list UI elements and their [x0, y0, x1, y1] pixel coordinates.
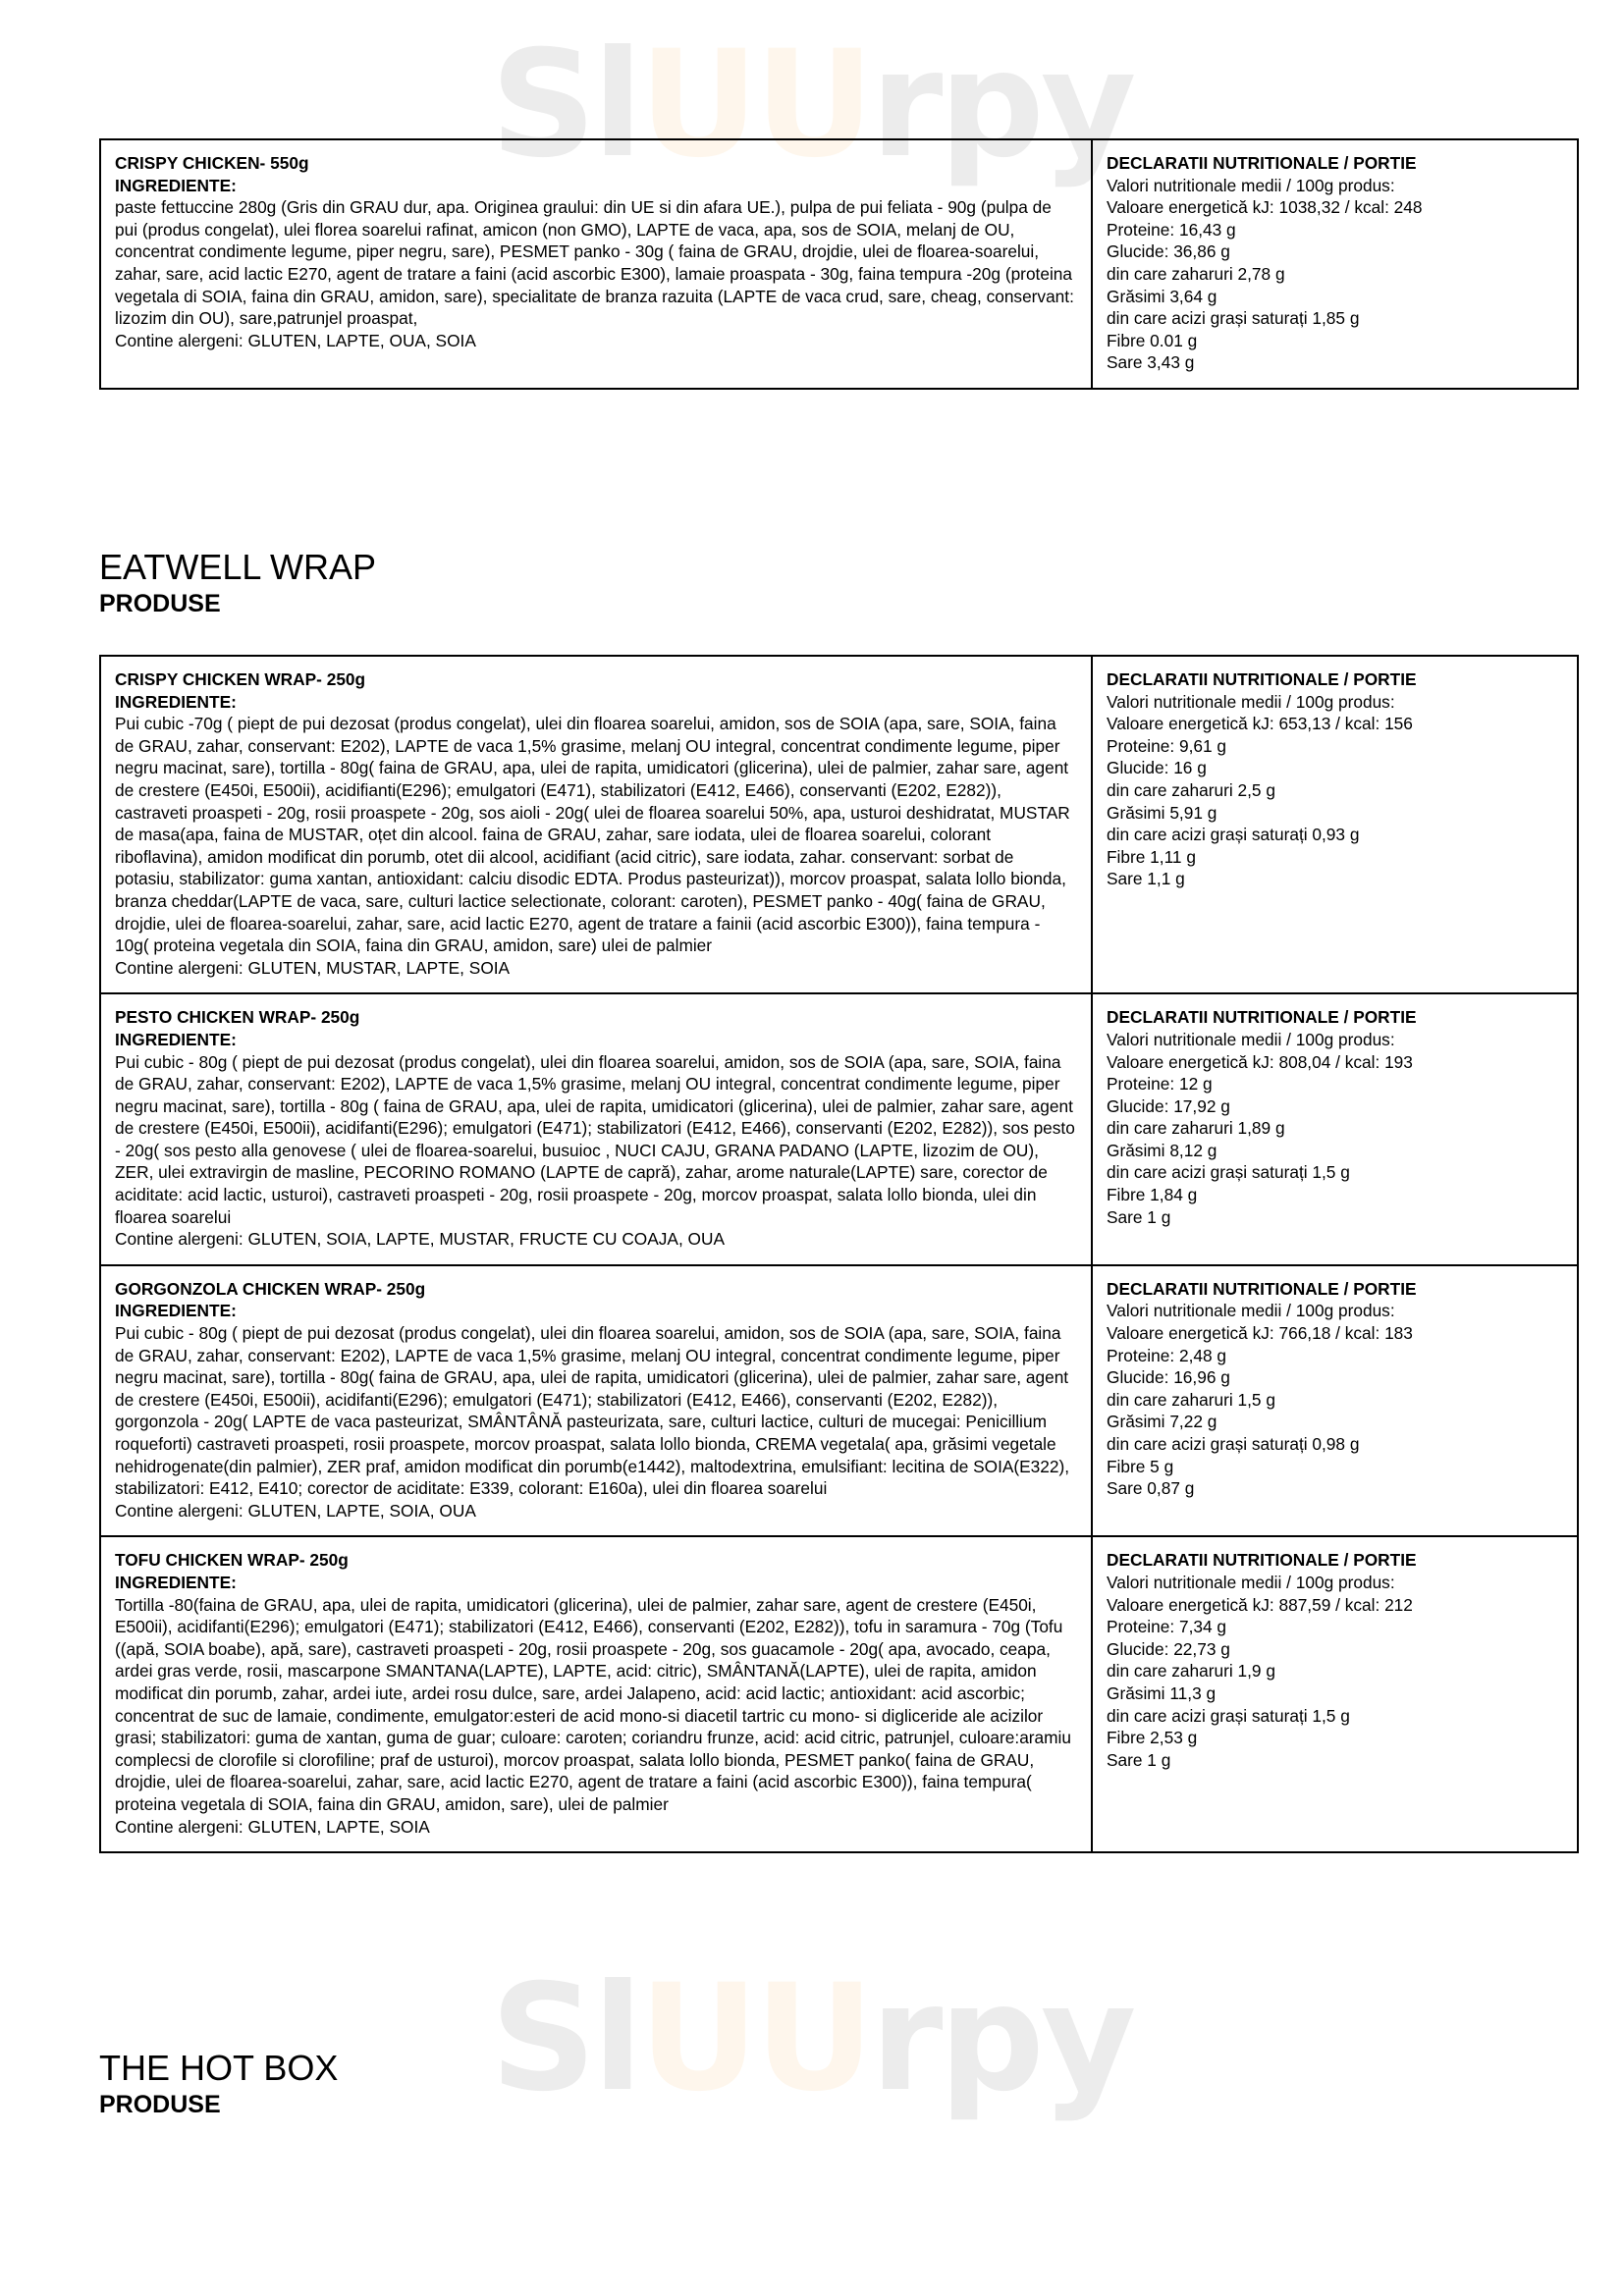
nutrition-line: Valoare energetică kJ: 808,04 / kcal: 193: [1107, 1051, 1413, 1072]
nutrition-line: Proteine: 12 g: [1107, 1074, 1213, 1095]
nutrition-line: Grăsimi 3,64 g: [1107, 286, 1217, 306]
nutrition-cell: [1092, 1536, 1578, 1852]
nutrition-line: Grăsimi 11,3 g: [1107, 1682, 1217, 1703]
nutrition-line: Valori nutritionale medii / 100g produs:: [1107, 691, 1395, 712]
nutrition-line: din care acizi grași saturați 0,93 g: [1107, 825, 1360, 845]
nutrition-line: Proteine: 9,61 g: [1107, 735, 1227, 756]
section-subtitle: PRODUSE: [99, 2091, 221, 2118]
nutrition-line: Valoare energetică kJ: 766,18 / kcal: 183: [1107, 1323, 1413, 1344]
product-name: PESTO CHICKEN WRAP- 250g: [115, 1007, 360, 1028]
nutrition-line: Grăsimi 5,91 g: [1107, 802, 1217, 823]
allergens-text: Contine alergeni: GLUTEN, MUSTAR, LAPTE, SOIA: [115, 957, 511, 978]
nutrition-heading: DECLARATII NUTRITIONALE / PORTIE: [1107, 1550, 1417, 1571]
nutrition-line: din care zaharuri 2,5 g: [1107, 779, 1275, 800]
watermark-logo-bottom: SlUUrpy: [490, 1953, 1133, 2124]
nutrition-line: Fibre 0.01 g: [1107, 330, 1198, 350]
allergens-text: Contine alergeni: GLUTEN, LAPTE, OUA, SOIA: [115, 330, 476, 350]
ingredients-label: INGREDIENTE:: [115, 1301, 237, 1321]
nutrition-line: Grăsimi 7,22 g: [1107, 1412, 1217, 1432]
nutrition-cell: [1092, 993, 1578, 1265]
nutrition-line: Sare 3,43 g: [1107, 352, 1195, 373]
nutrition-line: Valori nutritionale medii / 100g produs:: [1107, 1029, 1395, 1049]
product-table-eatwell-wrap: [99, 655, 1579, 1853]
ingredients-label: INGREDIENTE:: [115, 175, 237, 195]
nutrition-line: Sare 0,87 g: [1107, 1478, 1195, 1499]
ingredients-cell: [100, 1265, 1092, 1537]
nutrition-line: din care zaharuri 1,5 g: [1107, 1389, 1275, 1410]
ingredients-cell: [100, 656, 1092, 993]
nutrition-heading: DECLARATII NUTRITIONALE / PORTIE: [1107, 1278, 1417, 1299]
allergens-text: Contine alergeni: GLUTEN, LAPTE, SOIA, OUA: [115, 1500, 476, 1521]
nutrition-line: din care zaharuri 1,9 g: [1107, 1661, 1275, 1682]
nutrition-line: Glucide: 16 g: [1107, 758, 1207, 778]
nutrition-line: Fibre 5 g: [1107, 1456, 1174, 1476]
ingredients-text: Pui cubic - 80g ( piept de pui dezosat (produs congelat), ulei din floarea soarelui, amidon, sos de SOIA (apa, sare, SOIA, faina de GRAU, zahar, conservant: E202), LAPTE de vaca 1,5% grasime, melanj OU integral, concentrat condimente legume, piper negru macinat, sare), tortilla - 80g ( faina de GRAU, apa, ulei de rapita, umidicatori (glicerina), ulei de palmier, zahar sare, agent de crestere (E450i, E500ii), acidifanti(E296); emulgatori (E471); stabilizatori (E412, E466), conservanti (E202, E282)), sos pesto - 20g( sos pesto alla genovese ( ulei de floarea-soarelui, busuioc , NUCI CAJU, GRANA PADANO (LAPTE, lizozim de OU), ZER, ulei extravirgin de masline, PECORINO ROMANO (LAPTE de capră), zahar, arome naturale(LAPTE) sare, corector de aciditate: acid lactic, usturoi), castraveti proaspeti - 20g, rosii proaspete - 20g, morcov proaspat, salata lollo bionda, ulei din floarea soarelui: [115, 1051, 1075, 1227]
nutrition-line: Proteine: 2,48 g: [1107, 1345, 1227, 1365]
nutrition-line: Valoare energetică kJ: 887,59 / kcal: 212: [1107, 1594, 1413, 1615]
nutrition-cell: [1092, 139, 1578, 389]
ingredients-cell: [100, 1536, 1092, 1852]
nutrition-line: Fibre 2,53 g: [1107, 1728, 1198, 1748]
ingredients-label: INGREDIENTE:: [115, 691, 237, 712]
product-name: CRISPY CHICKEN- 550g: [115, 153, 309, 173]
product-name: GORGONZOLA CHICKEN WRAP- 250g: [115, 1278, 426, 1299]
nutrition-line: Proteine: 7,34 g: [1107, 1617, 1227, 1637]
nutrition-line: Valoare energetică kJ: 653,13 / kcal: 156: [1107, 714, 1413, 734]
product-name: TOFU CHICKEN WRAP- 250g: [115, 1550, 349, 1571]
nutrition-line: Valoare energetică kJ: 1038,32 / kcal: 248: [1107, 197, 1423, 218]
nutrition-line: din care acizi grași saturați 0,98 g: [1107, 1434, 1360, 1454]
table-row: [100, 139, 1578, 389]
nutrition-line: Glucide: 22,73 g: [1107, 1638, 1230, 1659]
nutrition-line: Glucide: 16,96 g: [1107, 1367, 1230, 1388]
ingredients-cell: [100, 139, 1092, 389]
table-row: [100, 1536, 1578, 1852]
watermark-logo-top: SlUUrpy: [490, 20, 1133, 190]
nutrition-line: din care acizi grași saturați 1,5 g: [1107, 1705, 1350, 1726]
nutrition-heading: DECLARATII NUTRITIONALE / PORTIE: [1107, 153, 1417, 173]
table-row: [100, 656, 1578, 993]
ingredients-label: INGREDIENTE:: [115, 1029, 237, 1049]
nutrition-heading: DECLARATII NUTRITIONALE / PORTIE: [1107, 669, 1417, 689]
nutrition-line: Glucide: 17,92 g: [1107, 1095, 1230, 1116]
table-row: [100, 993, 1578, 1265]
table-row: [100, 1265, 1578, 1537]
ingredients-text: Pui cubic -70g ( piept de pui dezosat (produs congelat), ulei din floarea soarelui, amidon, sos de SOIA (apa, sare, SOIA, faina de GRAU, zahar, conservant: E202), LAPTE de vaca 1,5% grasime, melanj OU integral, concentrat condimente legume, piper negru macinat, sare), tortilla - 80g( faina de GRAU, apa, ulei de rapita, umidicatori (glicerina), ulei de palmier, zahar sare, agent de crestere (E450i, E500ii), acidifianti(E296); emulgatori (E471), stabilizatori (E412, E466), conservanti (E202, E282)), castraveti proaspeti - 20g, rosii proaspete - 20g, sos aioli - 20g( ulei de floarea soarelui 50%, apa, usturoi deshidratat, MUSTAR de masa(apa, faina de MUSTAR, oțet din alcool. faina de GRAU, zahar, sare iodata, ulei de floarea soarelui, colorant riboflavina), amidon modificat din porumb, otet dii alcool, acidifiant (acid citric), sare iodata, zahar. conservant: sorbat de potasiu, stabilizator: guma xantan, antioxidant: calciu disodic EDTA. Produs pasteurizat)), morcov proaspat, salata lollo bionda, branza cheddar(LAPTE de vaca, sare, culturi lactice selectionate, colorant: caroten), PESMET panko - 40g( faina de GRAU, drojdie, ulei de floarea-soarelui, zahar, sare, acid lactic E270, agent de tratare a fainii (acid ascorbic E300)), faina tempura - 10g( proteina vegetala din SOIA, faina din GRAU, amidon, sare) ulei de palmier: [115, 714, 1070, 956]
section-title-eatwell-wrap: EATWELL WRAP: [99, 547, 377, 587]
nutrition-line: din care acizi grași saturați 1,85 g: [1107, 308, 1360, 329]
allergens-text: Contine alergeni: GLUTEN, LAPTE, SOIA: [115, 1816, 430, 1837]
ingredients-text: paste fettuccine 280g (Gris din GRAU dur, apa. Originea graului: din UE si din afara UE.), pulpa de pui feliata - 90g (pulpa de pui (produs congelat), ulei florea soarelui rafinat, amicon (non GMO), LAPTE de vaca, apa, sos de SOIA, melanj de OU, concentrat condimente legume, piper negru, sare), PESMET panko - 30g ( faina de GRAU, drojdie, ulei de floarea-soarelui, zahar, sare, acid lactic E270, agent de tratare a faini (acid ascorbic E300), lamaie proaspata - 30g, faina tempura -20g (proteina vegetala di SOIA, faina din GRAU, amidon, sare), specialitate de branza razuita (LAPTE de vaca crud, sare, cheag, conservant: lizozim din OU), sare,patrunjel proaspat,: [115, 197, 1074, 329]
nutrition-line: din care zaharuri 1,89 g: [1107, 1118, 1285, 1139]
ingredients-cell: [100, 993, 1092, 1265]
nutrition-cell: [1092, 656, 1578, 993]
section-title-the-hot-box: THE HOT BOX: [99, 2048, 339, 2088]
allergens-text: Contine alergeni: GLUTEN, SOIA, LAPTE, MUSTAR, FRUCTE CU COAJA, OUA: [115, 1229, 725, 1250]
nutrition-heading: DECLARATII NUTRITIONALE / PORTIE: [1107, 1007, 1417, 1028]
nutrition-line: Sare 1 g: [1107, 1749, 1171, 1770]
ingredients-label: INGREDIENTE:: [115, 1572, 237, 1592]
ingredients-text: Tortilla -80(faina de GRAU, apa, ulei de rapita, umidicatori (glicerina), ulei de palmier, zahar sare, agent de crestere (E450i, E500ii), acidifanti(E296); emulgatori (E471); stabilizatori (E412, E466), conservanti (E202, E282)), tofu in saramura - 70g (Tofu ((apă, SOIA boabe), apă, sare), castraveti proaspeti - 20g, rosii proaspete - 20g, sos guacamole - 20g( apa, avocado, ceapa, ardei gras verde, rosii, mascarpone SMANTANA(LAPTE), LAPTE, acid: citric), SMÂNTANĂ(LAPTE), ulei de rapita, amidon modificat din porumb, zahar, ardei iute, ardei rosu dulce, sare, ardei Jalapeno, acid: acid lactic; antioxidant: acid ascorbic; concentrat de suc de lamaie, condimente, emulgator:esteri de acid mono-si diacetil tartric cu mono- si digliceride ale acizilor grasi; stabilizatori: guma de xantan, guma de guar; culoare: caroten; coriandru frunze, acid: acid citric, patrunjel, culoare:aramiu complecsi de clorofile si clorofiline; praf de usturoi), morcov proaspat, salata lollo bionda, PESMET panko( faina de GRAU, drojdie, ulei de floarea-soarelui, zahar, sare, acid lactic E270, agent de tratare a faini (acid ascorbic E300)), faina tempura( proteina vegetala di SOIA, faina din GRAU, amidon, sare), ulei de palmier: [115, 1594, 1072, 1814]
nutrition-line: Glucide: 36,86 g: [1107, 241, 1230, 262]
nutrition-line: Sare 1,1 g: [1107, 869, 1185, 889]
nutrition-line: Sare 1 g: [1107, 1206, 1171, 1227]
nutrition-cell: [1092, 1265, 1578, 1537]
ingredients-text: Pui cubic - 80g ( piept de pui dezosat (produs congelat), ulei din floarea soarelui, amidon, sos de SOIA (apa, sare, SOIA, faina de GRAU, zahar, conservant: E202), LAPTE de vaca 1,5% grasime, melanj OU integral, concentrat condimente legume, piper negru macinat, sare), tortilla - 80g( faina de GRAU, apa, ulei de rapita, umidicatori (glicerina), ulei de palmier, zahar sare, agent de crestere (E450i, E500ii), acidifanti(E296); emulgatori (E471); stabilizatori (E412, E466), conservanti (E202, E282)), gorgonzola - 20g( LAPTE de vaca pasteurizat, SMÂNTÂNĂ pasteurizata, sare, culturi lactice, culturi de mucegai: Penicillium roqueforti) castraveti proaspeti, rosii proaspete, morcov proaspat, salata lollo bionda, CREMA vegetala( apa, grăsimi vegetale nehidrogenate(din palmier), ZER praf, amidon modificat din porumb(e1442), maltodextrina, emulsifiant: lecitina de SOIA(E322), stabilizatori: E412, E410; corector de aciditate: E339, colorant: E160a), ulei din floarea soarelui: [115, 1323, 1070, 1499]
nutrition-line: Fibre 1,11 g: [1107, 846, 1196, 867]
section-subtitle: PRODUSE: [99, 590, 221, 617]
nutrition-line: Valori nutritionale medii / 100g produs:: [1107, 1301, 1395, 1321]
product-name: CRISPY CHICKEN WRAP- 250g: [115, 669, 366, 689]
nutrition-line: din care acizi grași saturați 1,5 g: [1107, 1162, 1350, 1183]
nutrition-line: Proteine: 16,43 g: [1107, 219, 1236, 240]
nutrition-line: Valori nutritionale medii / 100g produs:: [1107, 175, 1395, 195]
nutrition-line: din care zaharuri 2,78 g: [1107, 263, 1285, 284]
product-table-crispy-chicken: [99, 138, 1579, 390]
nutrition-line: Grăsimi 8,12 g: [1107, 1140, 1217, 1160]
nutrition-line: Valori nutritionale medii / 100g produs:: [1107, 1572, 1395, 1592]
nutrition-line: Fibre 1,84 g: [1107, 1185, 1198, 1205]
